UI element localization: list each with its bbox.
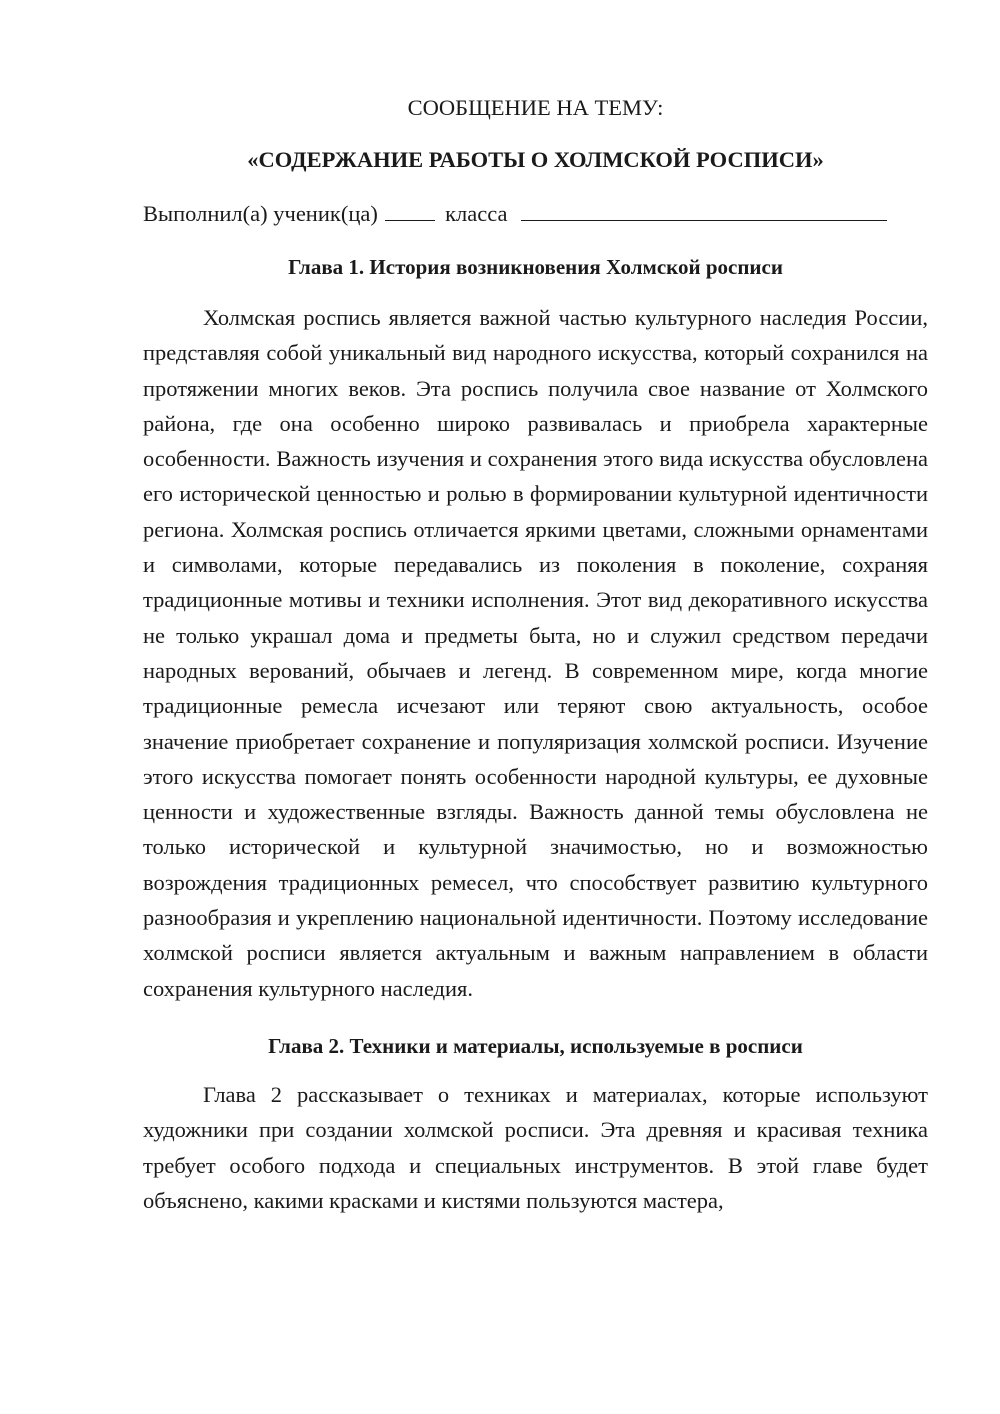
author-class-word: класса — [445, 201, 508, 226]
author-line — [143, 198, 928, 230]
chapter-1-paragraph: Холмская роспись является важной частью культурного наследия России, представляя собой уникальный вид народного искусства, который сохранился на протяжении многих веков. Эта роспись получила свое название от Холмского района, где она особенно широко развивалась и приобрела характерные особенности. Важность изучения и сохранения этого вида искусства обусловлена его исторической ценностью и ролью в формировании культурной идентичности региона. Холмская роспись отличается яркими цветами, сложными орнаментами и символами, которые передавались из поколения в поколение, сохраняя традиционные мотивы и техники исполнения. Этот вид декоративного искусства не только украшал дома и предметы быта, но и служил средством передачи народных верований, обычаев и легенд. В современном мире, когда многие традиционные ремесла исчезают или теряют свою актуальность, особое значение приобретает сохранение и популяризация холмской росписи. Изучение этого искусства помогает понять особенности народной культуры, ее духовные ценности и художественные взгляды. Важность данной темы обусловлена не только исторической и культурной значимостью, но и возможностью возрождения традиционных ремесел, что способствует развитию культурного разнообразия и укреплению национальной идентичности. Поэтому исследование холмской росписи является актуальным и важным направлением в области сохранения культурного наследия. — [143, 305, 928, 1001]
chapter-2-heading: Глава 2. Техники и материалы, используемые в росписи — [268, 1033, 803, 1058]
class-blank-line — [521, 198, 887, 221]
chapter-1-heading: Глава 1. История возникновения Холмской росписи — [288, 255, 783, 279]
grade-blank-line — [385, 198, 435, 221]
document-title-line-2: «СОДЕРЖАНИЕ РАБОТЫ О ХОЛМСКОЙ РОСПИСИ» — [247, 147, 824, 172]
document-title-line-1: СООБЩЕНИЕ НА ТЕМУ: — [407, 95, 664, 120]
chapter-2-paragraph: Глава 2 рассказывает о техниках и материалах, которые используют художники при создании холмской росписи. Эта древняя и красивая техника требует особого подхода и специальных инструментов. В этой главе будет объяснено, какими красками и кистями пользуются мастера, — [143, 1081, 928, 1213]
document-page — [143, 92, 928, 1218]
author-prefix: Выполнил(а) ученик(ца) — [143, 201, 378, 226]
